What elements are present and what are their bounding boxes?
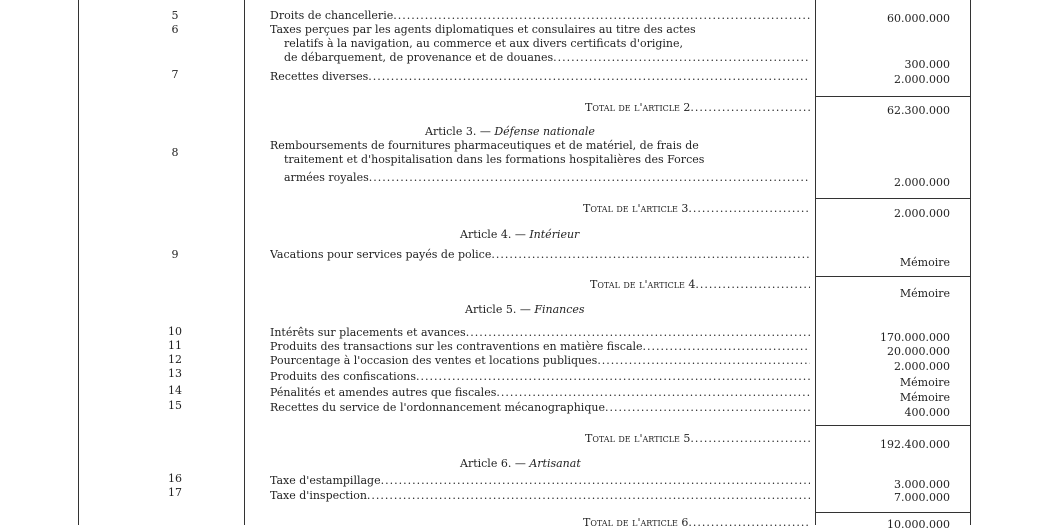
leader-dots — [368, 70, 810, 83]
row-number: 14 — [168, 384, 182, 397]
row-number: 15 — [168, 399, 182, 412]
article-heading — [460, 457, 581, 470]
total-amount: 10.000.000 — [887, 518, 950, 531]
amount-column-divider — [815, 0, 816, 525]
total-label: Total de l'article 2 — [585, 101, 691, 114]
total-rule — [816, 425, 970, 426]
row-number: 7 — [171, 68, 179, 81]
total-label: Total de l'article 4 — [590, 278, 696, 291]
article-prefix: Article 5. — — [465, 303, 531, 316]
row-amount: 2.000.000 — [894, 360, 950, 373]
total-line — [585, 101, 810, 114]
row-amount: 3.000.000 — [894, 478, 950, 491]
total-label: Total de l'article 3 — [583, 202, 689, 215]
row-number: 10 — [168, 325, 182, 338]
row-text-line3: de débarquement, de provenance et de douanes — [284, 51, 554, 64]
row-label — [270, 9, 810, 22]
row-text-line2: relatifs à la navigation, au commerce et aux divers certificats d'origine, — [284, 37, 684, 50]
total-amount: Mémoire — [899, 287, 950, 300]
total-rule — [816, 96, 970, 97]
leader-dots — [367, 489, 810, 502]
total-rule — [816, 198, 970, 199]
row-amount: Mémoire — [899, 256, 950, 269]
leader-dots — [496, 386, 810, 399]
right-border — [970, 0, 971, 525]
row-amount: 20.000.000 — [887, 345, 950, 358]
article-title: Finances — [534, 303, 585, 316]
leader-dots — [369, 171, 810, 184]
leader-dots — [688, 202, 810, 215]
row-label — [270, 340, 810, 353]
row-label — [270, 326, 810, 339]
row-text: Produits des transactions sur les contraventions en matière fiscale — [270, 340, 643, 353]
row-label — [270, 248, 810, 261]
row-amount: 60.000.000 — [887, 12, 950, 25]
row-text: Vacations pour services payés de police — [270, 248, 492, 261]
row-text-line2: traitement et d'hospitalisation dans les formations hospitalières des Forces — [284, 153, 705, 166]
row-label — [270, 370, 810, 383]
total-line — [585, 432, 810, 445]
row-amount: 7.000.000 — [894, 491, 950, 504]
row-text: Intérêts sur placements et avances — [270, 326, 466, 339]
total-label: Total de l'article 6 — [583, 516, 689, 529]
article-prefix: Article 4. — — [460, 228, 526, 241]
total-line — [583, 202, 810, 215]
row-text: Taxe d'estampillage — [270, 474, 381, 487]
row-label — [270, 401, 810, 414]
leader-dots — [690, 432, 810, 445]
row-amount: Mémoire — [899, 391, 950, 404]
leader-dots — [695, 278, 810, 291]
leader-dots — [466, 326, 810, 339]
row-number: 6 — [171, 23, 179, 36]
total-amount: 62.300.000 — [887, 104, 950, 117]
total-line — [590, 278, 810, 291]
row-number: 11 — [168, 339, 182, 352]
row-number: 12 — [168, 353, 182, 366]
article-heading — [465, 303, 585, 316]
row-label — [270, 354, 810, 367]
row-number: 16 — [168, 472, 182, 485]
row-amount: 170.000.000 — [880, 331, 950, 344]
row-label — [270, 70, 810, 83]
row-text-line1: Remboursements de fournitures pharmaceutiques et de matériel, de frais de — [270, 139, 699, 152]
article-prefix: Article 6. — — [460, 457, 526, 470]
total-rule — [816, 512, 970, 513]
row-text: Droits de chancellerie — [270, 9, 394, 22]
article-title: Défense nationale — [494, 125, 595, 138]
leader-dots — [605, 401, 810, 414]
total-amount: 2.000.000 — [894, 207, 950, 220]
article-prefix: Article 3. — — [425, 125, 491, 138]
total-amount: 192.400.000 — [880, 438, 950, 451]
leader-dots — [416, 370, 810, 383]
row-amount: 2.000.000 — [894, 73, 950, 86]
column-divider — [244, 0, 245, 525]
row-number: 9 — [171, 248, 179, 261]
row-text: Produits des confiscations — [270, 370, 417, 383]
row-text: Taxe d'inspection — [270, 489, 367, 502]
row-number: 5 — [171, 9, 179, 22]
article-heading — [425, 125, 595, 138]
row-text: Pénalités et amendes autres que fiscales — [270, 386, 497, 399]
row-text: Recettes du service de l'ordonnancement mécanographique — [270, 401, 605, 414]
article-title: Artisanat — [529, 457, 581, 470]
leader-dots — [597, 354, 810, 367]
leader-dots — [553, 51, 810, 64]
row-number: 13 — [168, 367, 182, 380]
row-amount: 400.000 — [904, 406, 950, 419]
total-rule — [816, 276, 970, 277]
total-label: Total de l'article 5 — [585, 432, 691, 445]
leader-dots — [393, 9, 810, 22]
article-heading — [460, 228, 579, 241]
row-text: Pourcentage à l'occasion des ventes et locations publiques — [270, 354, 598, 367]
leader-dots — [381, 474, 810, 487]
row-text: Recettes diverses — [270, 70, 369, 83]
row-number: 17 — [168, 486, 182, 499]
row-label — [284, 171, 810, 184]
row-amount: 300.000 — [904, 58, 950, 71]
total-line — [583, 516, 810, 529]
row-amount: Mémoire — [899, 376, 950, 389]
leader-dots — [491, 248, 810, 261]
article-title: Intérieur — [529, 228, 580, 241]
row-amount: 2.000.000 — [894, 176, 950, 189]
row-text-line3: armées royales — [284, 171, 369, 184]
leader-dots — [688, 516, 810, 529]
row-label — [270, 386, 810, 399]
leader-dots — [643, 340, 810, 353]
row-label — [270, 474, 810, 487]
left-border — [78, 0, 79, 525]
row-label — [270, 489, 810, 502]
row-number: 8 — [171, 146, 179, 159]
row-label — [284, 51, 810, 64]
leader-dots — [690, 101, 810, 114]
row-text-line1: Taxes perçues par les agents diplomatiques et consulaires au titre des actes — [270, 23, 696, 36]
